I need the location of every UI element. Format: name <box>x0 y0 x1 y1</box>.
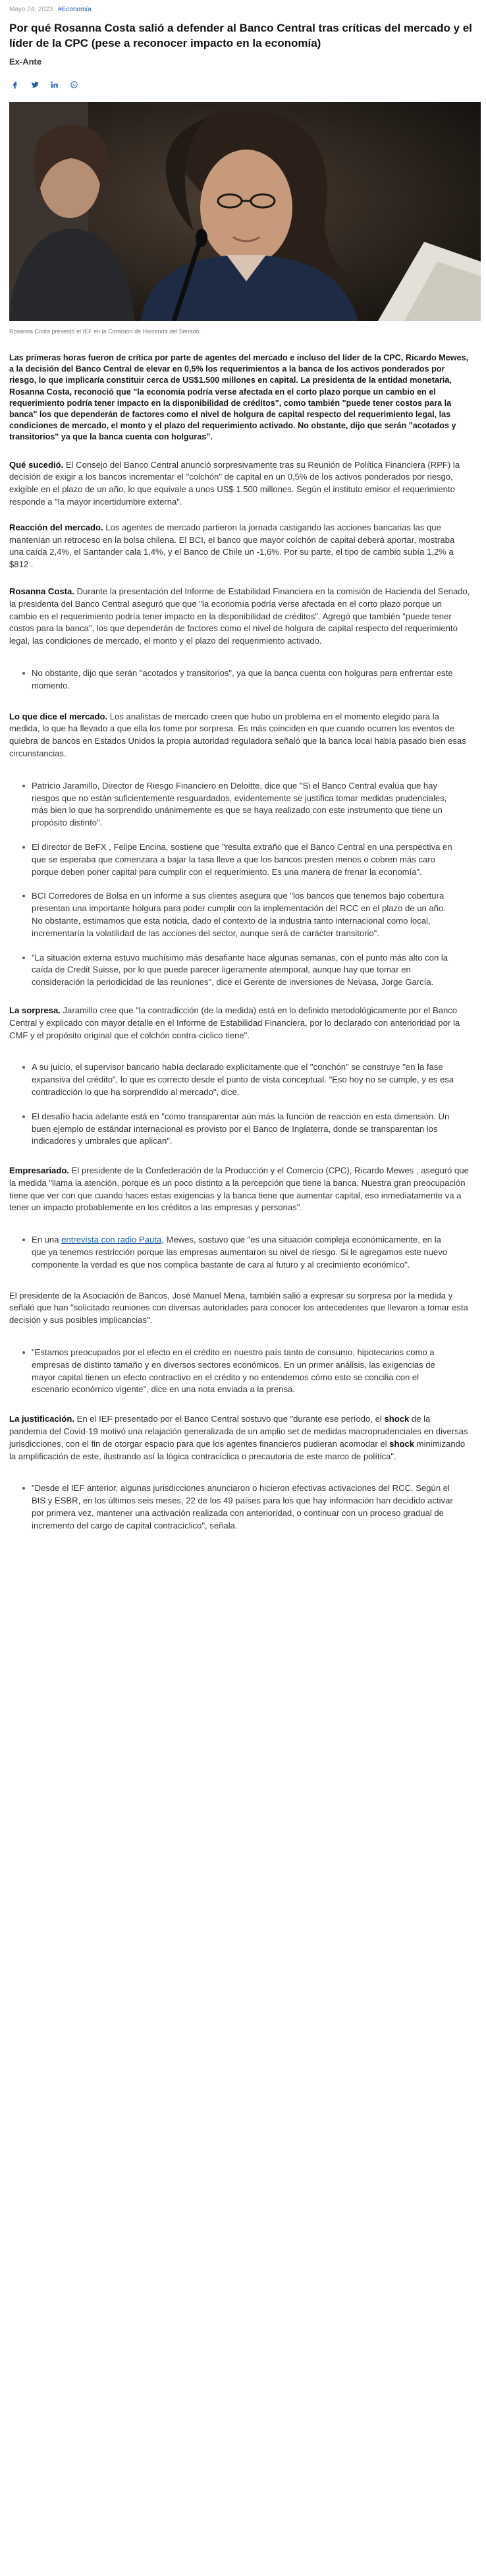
section-la-justificacion <box>9 1413 470 1463</box>
quote-item: El desafío hacia adelante está en "como transparentar aún más la función de reacción en esta dimensión. Un buen ejemplo de estándar internacional es provisto por el Banco de Inglaterra, donde se transparentan los indicadores y umbrales que aplican". <box>22 1111 457 1148</box>
section-la-sorpresa <box>9 1005 470 1042</box>
quote-item: "Estamos preocupados por el efecto en el crédito en nuestro país tanto de consumo, hipotecarios como a empresas de distinto tamaño y en diversos sectores económicos. En un primer análisis, las exigencias de mayor capital tienen un efecto contractivo en el crédito y no entendemos cómo esto se concilia con el escenario económico vigente", dice en una nota enviada a la prensa. <box>22 1347 457 1396</box>
quote-item: A su juicio, el supervisor bancario había declarado explícitamente que el "conchón" se construye "en la fase expansiva del crédito", lo que es correcto desde el punto de vista conceptual. "Eso hoy no se cumple, y es esa contradicción lo que ha sorprendido al mercado", dice. <box>22 1061 457 1098</box>
section-empresariado <box>9 1165 470 1214</box>
section-label: La sorpresa. <box>9 1005 61 1015</box>
radio-pauta-interview-link[interactable]: entrevista con radio Pauta <box>61 1235 162 1245</box>
quote-list-bancos <box>9 1347 477 1396</box>
section-lo-que-dice-mercado <box>9 711 470 760</box>
section-asociacion-bancos: El presidente de la Asociación de Bancos, José Manuel Mena, también salió a expresar su sorpresa por la medida y señaló que han "solicitado reuniones con diversas autoridades para conocer los antecedentes que llevaron a tomar esta decisión y sus posibles implicancias". <box>9 1290 468 1326</box>
section-reaccion-mercado <box>9 522 470 571</box>
quote-item: "La situación externa estuvo muchísimo más desafiante hace algunas semanas, con el punto más alto con la caída de Credit Suisse, por lo que puede parecer ligeramente atemporal, aunque hay que tomar en consideración la periodicidad de las reuniones", dice el Gerente de inversiones de Nevasa, Jorge García. <box>22 952 457 989</box>
article-meta <box>9 0 477 13</box>
section-label: Empresariado. <box>9 1165 69 1176</box>
section-text: Jaramillo cree que "la contradicción (de la medida) está en lo definido metodológicamente por el Banco Central y explicado con mayor detalle en el Informe de Estabilidad Financiera, por lo declarado con anterioridad por la CMF y el propósito original que el colchón contra-cíclico tiene". <box>9 1005 460 1040</box>
quote-item: El director de BeFX , Felipe Encina, sostiene que "resulta extraño que el Banco Central en una perspectiva en que se esperaba que comenzara a bajar la tasa lleve a que los bancos presten menos o cobren más caro porque deben poner capital para cumplir con el requerimiento. Es una manera de frenar la economía". <box>22 841 457 878</box>
quote-list-mewes <box>9 1234 477 1271</box>
quote-item: Patricio Jaramillo, Director de Riesgo Financiero en Deloitte, dice que "Si el Banco Central evalúa que hay riesgos que no están suficientemente resguardados, evidentemente se justifica tomar medidas prudenciales, más bien lo que ha sorprendido unánimemente es que se haya realizado con este instrumento que tiene un propósito distinto". <box>22 780 457 829</box>
article-lead: Las primeras horas fueron de crítica por parte de agentes del mercado e incluso del líder de la CPC, Ricardo Mewes, a la decisión del Banco Central de elevar en 0,5% los requerimientos a la banca de los activos ponderados por riesgo, lo que implicaría constituir cerca de US$1.500 millones en capital. La presidenta de la entidad monetaria, Rosanna Costa, reconoció que "la economía podría verse afectada en el corto plazo porque un cambio en el requerimiento podría tener impacto en la disponibilidad de créditos", como también "puede tener costos para la banca" los que dependerán de factores como el nivel de holgura de capital respecto del requerimiento legal, las condiciones de mercado, el monto y el plazo del requerimiento activado. No obstante, dijo que serán "acotados y transitorios" ya que la banca cuenta con holguras". <box>9 353 469 442</box>
category-tag[interactable]: #Economía <box>58 6 92 13</box>
section-text: Los analistas de mercado creen que hubo un problema en el momento elegido para la medida, lo que ha llevado a que ella los tome por sorpresa. Es más coinciden en que cuando ocurren los eventos de quiebra de bancos en Estados Unidos la propia autoridad reguladora señaló que la banca local había pasado bien esas circunstancias. <box>9 711 466 758</box>
facebook-icon[interactable] <box>9 79 20 90</box>
section-text: de la pandemia del Covid-19 motivó una relajación generalizada de un amplio set de medidas macroprudenciales en diversas jurisdicciones, con el fin de otorgar espacio para que los agentes financieros pudieran acomodar el <box>9 1414 468 1449</box>
emphasis-shock: shock <box>389 1438 415 1449</box>
section-text: Los agentes de mercado partieron la jornada castigando las acciones bancarias las que mantenían un retroceso en la bolsa chilena. El BCI, el banco que mayor colchón de capital deberá aportar, mostraba una caída 2,4%, el Santander cala 1,4%, y el Banco de Chile un -1,6%. Por su parte, el tipo de cambio subía 1,2% a $812 . <box>9 522 455 570</box>
quote-item: BCI Corredores de Bolsa en un informe a sus clientes asegura que "los bancos que tenemos bajo cobertura presentan una importante holgura para poder cumplir con la implementación del RCC en el plazo de un año. No obstante, estimamos que esta noticia, dado el contexto de la industria tanto internacional como local, incrementaría la volatilidad de las acciones del sector, aunque será de carácter transitorio". <box>22 890 457 939</box>
quote-prefix: En una <box>32 1235 62 1245</box>
hero-image <box>9 102 481 321</box>
section-label: Reacción del mercado. <box>9 522 103 532</box>
quote-list-mercado <box>9 780 477 989</box>
publish-date: Mayo 24, 2023 <box>9 6 53 13</box>
section-text: minimizando la amplificación de este, ilustrando así la lógica contracíclica o precautoria de este marco de política". <box>9 1438 466 1461</box>
linkedin-icon[interactable] <box>49 79 59 90</box>
quote-list-ief <box>9 1482 477 1532</box>
quote-suffix: , Mewes, sostuvo que "es una situación compleja económicamente, en la que ya tenemos restricción porque las empresas aumentaron su nivel de riesgo. Si le agregamos este nuevo componente la verdad es que nos complica bastante de cara al futuro y al crecimiento económico". <box>32 1235 448 1270</box>
whatsapp-icon[interactable] <box>68 79 79 90</box>
section-label: Lo que dice el mercado. <box>9 711 108 721</box>
section-text: El Consejo del Banco Central anunció sorpresivamente tras su Reunión de Política Financiera (RPF) la decisión de exigir a los bancos incrementar el "colchón" de capital en un 0,5% de los activos ponderados por riesgo, exigible en el plazo de un año, lo que equivale a unos US$ 1.500 millones. Según el instituto emisor el requerimiento responde a "la mayor incertidumbre externa". <box>9 459 460 507</box>
section-rosanna-costa <box>9 586 470 648</box>
quote-item: "Desde el IEF anterior, algunas jurisdicciones anunciaron o hicieron efectivas activaciones del RCC. Según el BIS y ESBR, en los últimos seis meses, 22 de los 49 países para los que hay información han decidido activar por primera vez, mantener una activación realizada con anterioridad, o continuar con un proceso gradual de incremento del cargo de capital contracíclico", señala. <box>22 1482 457 1532</box>
quote-list-costa <box>9 667 477 692</box>
section-label: La justificación. <box>9 1414 74 1424</box>
share-bar <box>9 79 477 90</box>
quote-item: No obstante, dijo que serán "acotados y transitorios", ya que la banca cuenta con holguras para enfrentar este momento. <box>22 667 457 692</box>
section-label: Rosanna Costa. <box>9 586 74 596</box>
quote-item <box>22 1234 457 1271</box>
image-caption: Rosanna Costa presentó el IEF en la Comisión de Hacienda del Senado. <box>9 328 202 335</box>
section-text: El presidente de la Confederación de la Producción y el Comercio (CPC), Ricardo Mewes , aseguró que la medida "llama la atención, porque es un poco distinto a la percepción que tiene la banca. Nuestra gran preocupación tiene que ver con que cuando haces estas exigencias y la banca tiene que aumentar capital, eso inmediatamente va a tener un impacto probablemente en los créditos a las empresas y personas". <box>9 1165 469 1213</box>
quote-list-sorpresa <box>9 1061 477 1148</box>
emphasis-shock: shock <box>384 1414 410 1424</box>
article-author[interactable]: Ex-Ante <box>9 57 42 67</box>
section-que-sucedio <box>9 459 470 509</box>
section-label: Qué sucedió. <box>9 459 64 470</box>
section-text: En el IEF presentado por el Banco Central sostuvo que "durante ese período, el <box>74 1414 385 1424</box>
article-headline: Por qué Rosanna Costa salió a defender al Banco Central tras críticas del mercado y el líder de la CPC (pese a reconocer impacto en la economía) <box>9 22 472 49</box>
section-text: Durante la presentación del Informe de Estabilidad Financiera en la comisión de Hacienda del Senado, la presidenta del Banco Central aseguró que que "la economía podría verse afectada en el corto plazo porque un cambio en el requerimiento podría tener impacto en la disponibilidad de créditos". Agregó que también "puede tener costos para la banca", los que dependerán de factores como el nivel de holgura de capital respecto del requerimiento legal, las condiciones de mercado, el monto y el plazo del requerimiento activado. <box>9 586 470 646</box>
twitter-icon[interactable] <box>29 79 40 90</box>
hero-photo-illustration <box>9 102 481 321</box>
